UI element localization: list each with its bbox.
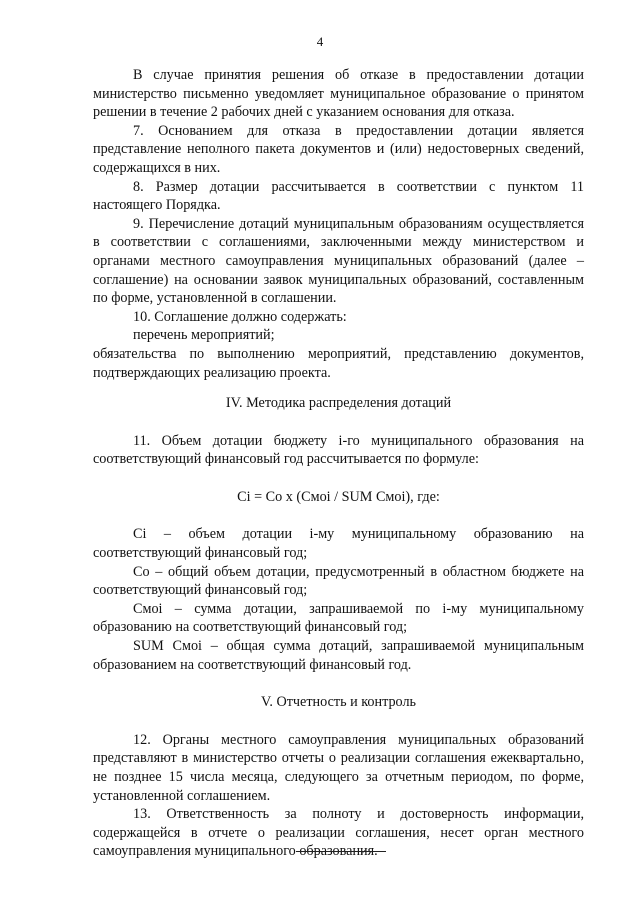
- section-5-heading: V. Отчетность и контроль: [260, 694, 417, 711]
- list-item-obligations: обязательства по выполнению мероприятий, представлению документов, подтверждающих реализацию проекта.: [93, 345, 584, 381]
- definition-sum-cmoi: SUM Cмоi – общая сумма дотаций, запрашиваемой муниципальным образованием на соответствующий финансовый год.: [93, 638, 584, 673]
- definition-cmoi: Cмоi – сумма дотации, запрашиваемой по i-му муниципальному образованию на соответствующий финансовый год;: [93, 600, 584, 636]
- paragraph-11: 11. Объем дотации бюджету i-го муниципального образования на соответствующий финансовый год рассчитывается по формуле:: [93, 432, 584, 468]
- end-divider-line: [296, 851, 386, 852]
- definition-co: Co – общий объем дотации, предусмотренный в областном бюджете на соответствующий финансовый год;: [93, 563, 584, 599]
- formula: Ci = Co x (Cмоi / SUM Cмоi), где:: [237, 488, 440, 505]
- document-body: [93, 66, 584, 861]
- list-item-events: перечень мероприятий;: [133, 327, 275, 344]
- paragraph-8: 8. Размер дотации рассчитывается в соответствии с пунктом 11 настоящего Порядка.: [93, 178, 584, 214]
- paragraph-refusal-notice: В случае принятия решения об отказе в предоставлении дотации министерство письменно уведомляет муниципальное образование о принятом решении в течение 2 рабочих дней с указанием основания для отказа.: [93, 67, 584, 121]
- definition-ci: Ci – объем дотации i-му муниципальному образованию на соответствующий финансовый год;: [93, 526, 584, 562]
- paragraph-12: 12. Органы местного самоуправления муниципальных образований представляют в министерство отчеты о реализации соглашения ежеквартально, не позднее 15 числа месяца, следующего за отчетным периодом, по форме, установленной соглашением.: [93, 731, 584, 804]
- paragraph-7: 7. Основанием для отказа в предоставлении дотации является представление неполного пакета документов и (или) недостоверных сведений, содержащихся в них.: [93, 122, 584, 176]
- paragraph-9: 9. Перечисление дотаций муниципальным образованиям осуществляется в соответствии с соглашениями, заключенными между министерством и органами местного самоуправления муниципальных образований (далее – соглашение) на основании заявок муниципальных образований, составленным по форме, установленной в соглашении.: [93, 215, 584, 307]
- page-number: 4: [316, 34, 324, 49]
- section-4-heading: IV. Методика распределения дотаций: [225, 395, 452, 412]
- paragraph-13: 13. Ответственность за полноту и достоверность информации, содержащейся в отчете о реализации соглашения, несет орган местного самоуправления муниципального образования.: [93, 806, 584, 860]
- paragraph-10: 10. Соглашение должно содержать:: [133, 308, 347, 325]
